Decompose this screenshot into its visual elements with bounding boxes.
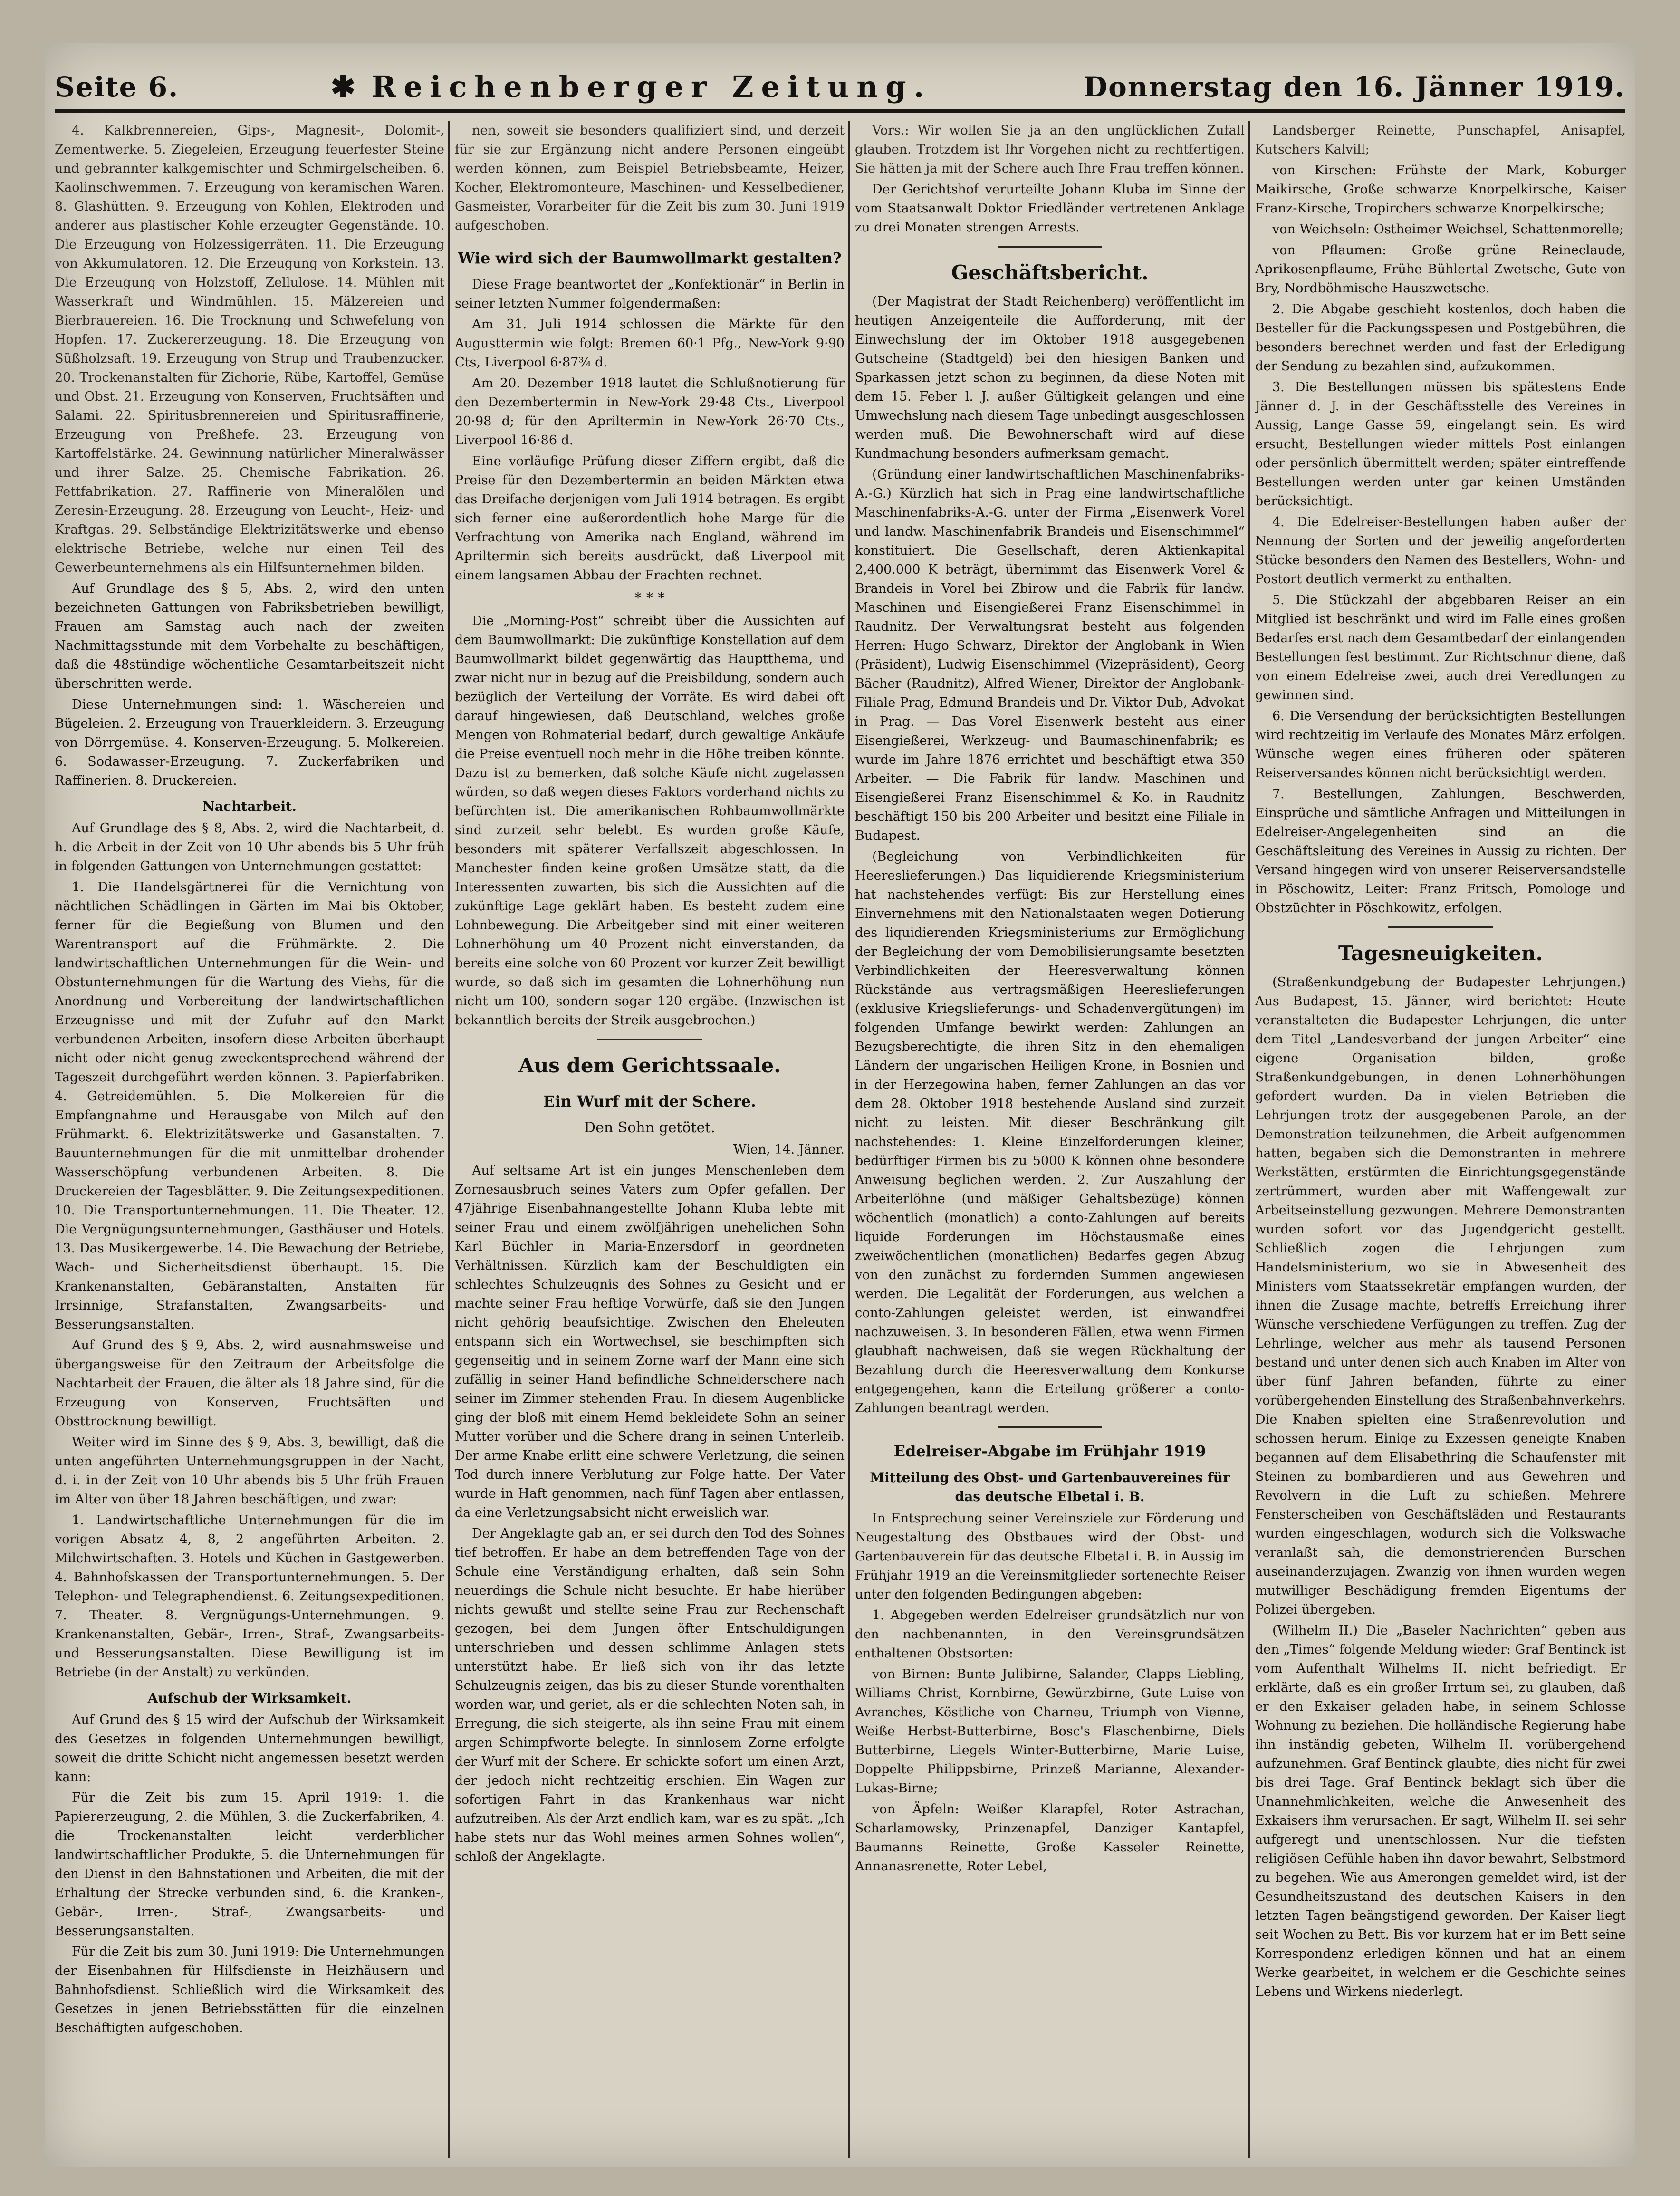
article-headline-baumwollmarkt: Wie wird sich der Baumwollmarkt gestalten? (458, 249, 842, 267)
paragraph: nen, soweit sie besonders qualifiziert sind, und derzeit für sie zur Ergänzung nicht andere Personen eingeübt werden können, zum Beispiel Betriebsbeamte, Heizer, Kocher, Elektromonteure, Maschinen- und Kesselbediener, Gasmeister, Vorarbeiter für die Zeit bis zum 30. Juni 1919 aufgeschoben. (455, 123, 845, 233)
paragraph: (Straßenkundgebung der Budapester Lehrjungen.) Aus Budapest, 15. Jänner, wird berichtet: Heute veranstalteten die Budapester Lehrjungen, die unter dem Titel „Landesverband der jungen Arbeiter“ eine eigene Organisation bilden, große Straßenkundgebungen, in denen Lohnerhöhungen gefordert wurden. Da in vielen Betrieben die Lehrjungen trotz der ausgegebenen Parole, an der Demonstration teilzunehmen, die Arbeit aufgenommen hatten, begaben sich die Demonstranten in mehrere Werkstätten, erstürmten die Einrichtungsgegenstände zertrümmert, wurden aber mit Waffengewalt zur Arbeitseinstellung gezwungen. Mehrere Demonstranten wurden sofort vor das Jugendgericht gestellt. Schließlich zogen die Lehrjungen zum Handelsministerium, wo sie in Abwesenheit des Ministers vom Staatssekretär empfangen wurden, der ihnen die Zusage machte, betreffs Erreichung ihrer Wünsche verschiedene Verfügungen zu treffen. Zug der Lehrlinge, welcher aus mehr als tausend Personen bestand und unter denen sich auch Knaben im Alter von über fünf Jahren befanden, führte zu einer vorübergehenden Einstellung des Straßenbahnverkehrs. Die Knaben spielten eine Straßenrevolution und schossen herum. Einige zu Exzessen geneigte Knaben begannen auf dem Elisabethring die Schaufenster mit Steinen zu bombardieren und aus Gewehren und Revolvern in die Luft zu schießen. Mehrere Fensterscheiben von Geschäftsläden und Restaurants wurden eingeschlagen, wodurch sich die Volkswache veranlaßt sah, die demonstrierenden Burschen auseinanderzujagen. Zwanzig von ihnen wurden wegen mutwilliger Beschädigung fremden Eigentums der Polizei übergeben. (1255, 975, 1626, 1617)
column-3 (855, 121, 1245, 2158)
paragraph: Am 20. Dezember 1918 lautet die Schlußnotierung für den Dezembertermin in New-York 29·48 Cts., Liverpool 20·98 d; für den Apriltermin in New-York 26·70 Cts., Liverpool 16·86 d. (455, 376, 845, 448)
star-ornament-icon: ✱ (330, 69, 363, 104)
divider (597, 1039, 702, 1040)
divider (998, 246, 1102, 248)
paragraph: 2. Die Abgabe geschieht kostenlos, doch haben die Besteller für die Packungsspesen und Postgebühren, die besonders berechnet werden und fast der Erledigung der Sendung zu bezahlen sind, aufzukommen. (1255, 302, 1626, 374)
paragraph: 5. Die Stückzahl der abgebbaren Reiser an ein Mitglied ist beschränkt und wird im Falle eines großen Bedarfes erst nach dem Gesamtbedarf der einlangenden Bestellungen fest bestimmt. Zur Richtschnur diene, daß von einem Edelreise zwei, auch drei Veredlungen zu gewinnen sind. (1255, 593, 1626, 703)
masthead (55, 64, 1625, 113)
paragraph: 3. Die Bestellungen müssen bis spätestens Ende Jänner d. J. in der Geschäftsstelle des Vereines in Aussig, Lange Gasse 59, eingelangt sein. Es wird ersucht, Bestellungen wieder mittels Post einlangen oder persönlich übermittelt werden; später eintreffende Bestellungen werden unter gar keinen Umständen berücksichtigt. (1255, 380, 1626, 509)
paragraph: In Entsprechung seiner Vereinsziele zur Förderung und Neugestaltung des Obstbaues wird der Obst- und Gartenbauverein für das deutsche Elbetal i. B. in Aussig im Frühjahr 1919 an die Vereinsmitglieder sortenechte Reiser unter den folgenden Bedingungen abgeben: (855, 1511, 1245, 1602)
section-separator: * * * (634, 590, 665, 607)
paragraph: Für die Zeit bis zum 15. April 1919: 1. die Papiererzeugung, 2. die Mühlen, 3. die Zuckerfabriken, 4. die Trockenanstalten leicht verderblicher landwirtschaftlicher Produkte, 5. die Unternehmungen für den Dienst in den Bahnstationen und Arbeiten, die mit der Erhaltung der Strecke verbunden sind, 6. die Kranken-, Gebär-, Irren-, Straf-, Zwangsarbeits- und Besserungsanstalten. (55, 1791, 444, 1938)
paragraph: 4. Die Edelreiser-Bestellungen haben außer der Nennung der Sorten und der jeweilig angeforderten Stücke besonders den Namen des Bestellers, Wohn- und Postort deutlich vermerkt zu enthalten. (1255, 515, 1626, 587)
paragraph: 1. Landwirtschaftliche Unternehmungen für die im vorigen Absatz 4, 8, 2 angeführten Arbeiten. 2. Milchwirtschaften. 3. Hotels und Küchen in Gastgewerben. 4. Bahnhofskassen der Transportunternehmungen. 5. Der Telephon- und Telegraphendienst. 6. Zeitungsexpeditionen. 7. Theater. 8. Vergnügungs-Unternehmungen. 9. Krankenanstalten, Gebär-, Irren-, Straf-, Zwangsarbeits- und Besserungsanstalten. Diese Bewilligung ist im Betriebe (in der Anstalt) zu verkünden. (55, 1513, 444, 1680)
paragraph: von Pflaumen: Große grüne Reineclaude, Aprikosenpflaume, Frühe Bühlertal Zwetsche, Gute von Bry, Nordböhmische Hauszwetsche. (1255, 243, 1626, 296)
paragraph: Auf seltsame Art ist ein junges Menschenleben dem Zornesausbruch seines Vaters zum Opfer gefallen. Der 47jährige Eisenbahnangestellte Johann Kluba lebte mit seiner Frau und einem zwölfjährigen unehelichen Sohn Karl Büchler in Maria-Enzersdorf in geordneten Verhältnissen. Kürzlich kam der Beschuldigten ein schlechtes Schulzeugnis des Sohnes zu Gesicht und er machte seiner Frau heftige Vorwürfe, daß sie den Jungen nicht gehörig beaufsichtige. Zwischen den Eheleuten entspann sich ein Wortwechsel, sie beschimpften sich gegenseitig und in seinem Zorne warf der Mann eine sich zufällig in seiner Hand befindliche Schneiderschere nach seiner im Zimmer stehenden Frau. In diesem Augenblicke ging der bloß mit einem Hemd bekleidete Sohn an seiner Mutter vorüber und die Schere drang in seinen Unterleib. Der arme Knabe erlitt eine schwere Verletzung, die seinen Tod durch innere Verblutung zur Folge hatte. Der Vater wurde in Haft genommen, nach fünf Tagen aber entlassen, da eine Verletzungsabsicht nicht erweislich war. (455, 1163, 845, 1520)
column-rule (848, 121, 850, 2158)
paragraph: (Begleichung von Verbindlichkeiten für Heereslieferungen.) Das liquidierende Kriegsministerium hat nachstehendes verfügt: Bis zur Herstellung eines Einvernehmens mit den Nationalstaaten wegen Dotierung des liquidierenden Kriegsministeriums zur Ermöglichung der Begleichung der vom Demobilisierungsamte besetzten Verbindlichkeiten der Heeresverwaltung können Rückstände aus vertragsmäßigen Heereslieferungen (exklusive Kriegslieferungs- und Schadenvergütungen) im folgenden Umfange bewirkt werden: Zahlungen an Bezugsberechtigte, die ihren Sitz in den ehemaligen Ländern der ungarischen Heiligen Krone, in Bosnien und in der Herzegowina haben, ferner Zahlungen an das vor dem 28. Oktober 1918 bestehende Ausland sind zurzeit nicht zu leisten. Mit dieser Beschränkung gilt nachstehendes: 1. Kleine Einzelforderungen kleiner, bedürftiger Firmen bis zu 5000 K können ohne besondere Anweisung beglichen werden. 2. Zur Auszahlung der Arbeiterlöhne (und mäßiger Gehaltsbezüge) können wöchentlich (monatlich) a conto-Zahlungen auf bereits liquide Forderungen im Höchstausmaße eines zweiwöchentlichen (monatlichen) Bedarfes gegen Abzug von den zunächst zu fordernden Summen angewiesen werden. Die Legalität der Forderungen, aus welchen a conto-Zahlungen geleistet werden, ist einwandfrei nachzuweisen. 3. In besonderen Fällen, etwa wenn Firmen glaubhaft nachweisen, daß sie wegen Rückhaltung der Bezahlung durch die Heeresverwaltung dem Konkurse entgegengehen, kann die Erteilung größerer a conto-Zahlungen beantragt werden. (855, 849, 1245, 1416)
section-headline-edelreiser: Edelreiser-Abgabe im Frühjahr 1919 (893, 1442, 1206, 1460)
paragraph: 7. Bestellungen, Zahlungen, Beschwerden, Einsprüche und sämtliche Anfragen und Mitteilungen in Edelreiser-Angelegenheiten sind an die Geschäftsleitung des Vereines in Aussig zu richten. Der Versand hingegen wird von unserer Reiserversandstelle in Pöschowitz, Leiter: Franz Fritsch, Pomologe und Obstzüchter in Pöschkowitz, erfolgen. (1255, 787, 1626, 915)
paragraph: 4. Kalkbrennereien, Gips-, Magnesit-, Dolomit-, Zementwerke. 5. Ziegeleien, Erzeugung feuerfester Steine und gebrannter kalkgemischter und Schmirgelscheiben. 6. Kaolinschwemmen. 7. Erzeugung von keramischen Waren. 8. Glashütten. 9. Erzeugung von Kohlen, Elektroden und anderer aus plastischer Kohle erzeugter Gegenstände. 10. Die Erzeugung von Holzessigerräten. 11. Die Erzeugung von Akkumulatoren. 12. Die Erzeugung von Korkstein. 13. Die Erzeugung von Holzstoff, Zellulose. 14. Mühlen mit Wasserkraft und Windmühlen. 15. Mälzereien und Bierbrauereien. 16. Die Trocknung und Schwefelung von Hopfen. 17. Zuckererzeugung. 18. Die Erzeugung von Süßholzsaft. 19. Erzeugung von Strup und Traubenzucker. 20. Trockenanstalten für Zichorie, Rübe, Kartoffel, Gemüse und Obst. 21. Erzeugung von Konserven, Fruchtsäften und Salami. 22. Spiritusbrennereien und Spiritusraffinerie, Erzeugung von Preßhefe. 23. Erzeugung von Kartoffelstärke. 24. Gewinnung natürlicher Mineralwässer und ihrer Salze. 25. Chemische Fabrikation. 26. Fettfabrikation. 27. Raffinerie von Mineralölen und Zeresin-Erzeugung. 28. Erzeugung von Leucht-, Heiz- und Kraftgas. 29. Selbständige Elektrizitätswerke und ebenso elektrische Betriebe, welche nur einen Teil des Gewerbeunternehmens als ein Hilfsunternehmen bilden. (55, 123, 444, 575)
paragraph: Weiter wird im Sinne des § 9, Abs. 3, bewilligt, daß die unten angeführten Unternehmungsgruppen in der Nacht, d. i. in der Zeit von 10 Uhr abends bis 5 Uhr früh Frauen im Alter von über 18 Jahren beschäftigen, und zwar: (55, 1435, 444, 1507)
newspaper-title: ✱ Reichenberger Zeitung. (330, 69, 932, 104)
paragraph: Der Gerichtshof verurteilte Johann Kluba im Sinne der vom Staatsanwalt Doktor Friedländer vertretenen Anklage zu drei Monaten strengen Arrests. (855, 182, 1245, 235)
columns (55, 121, 1625, 2158)
column-rule (1248, 121, 1250, 2158)
newspaper-page (45, 43, 1635, 2167)
section-headline-gerichtssaal: Aus dem Gerichtssaale. (518, 1054, 781, 1077)
paragraph: Auf Grundlage des § 5, Abs. 2, wird den unten bezeichneten Gattungen von Fabriksbetrieben bewilligt, Frauen am Samstag auch nach der zweiten Nachmittagsstunde mit dem Vorbehalte zu beschäftigen, daß die 48stündige wöchentliche Gesamtarbeitszeit nicht überschritten werde. (55, 581, 444, 691)
paragraph: Landsberger Reinette, Punschapfel, Anisapfel, Kutschers Kalvill; (1255, 123, 1626, 157)
paragraph: (Wilhelm II.) Die „Baseler Nachrichten“ geben aus den „Times“ folgende Meldung wieder: Graf Bentinck ist vom Aufenthalt Wilhelms II. nicht befriedigt. Er erklärte, daß es ein großer Irrtum sei, zu glauben, daß er den Exkaiser geladen habe, in seinem Schlosse Wohnung zu beziehen. Die holländische Regierung habe ihn inständig gebeten, Wilhelm II. vorübergehend aufzunehmen. Graf Bentinck glaubte, dies nicht für zwei bis drei Tage. Graf Bentinck beklagt sich über die Unannehmlichkeiten, welche die Anwesenheit des Exkaisers ihm verursachen. Er sagt, Wilhelm II. sei sehr aufgeregt und unentschlossen. Nur die tiefsten religiösen Gefühle haben ihn davor bewahrt, Selbstmord zu begehen. Wie aus Amerongen gemeldet wird, ist der Gesundheitszustand des deutschen Kaisers in den letzten Tagen beängstigend geworden. Der Kaiser liegt seit Wochen zu Bett. Bis vor kurzem hat er im Bett seine Korrespondenz erledigen können und hat an einem Werke gearbeitet, in welchem er die Geschichte seines Lebens und Wirkens niederlegt. (1255, 1623, 1626, 1999)
paragraph: 1. Abgegeben werden Edelreiser grundsätzlich nur von den nachbenannten, in den Vereinsgrundsätzen enthaltenen Obstsorten: (855, 1608, 1245, 1661)
divider (998, 1426, 1102, 1428)
paragraph: Eine vorläufige Prüfung dieser Ziffern ergibt, daß die Preise für den Dezembertermin an beiden Märkten etwa das Dreifache derjenigen vom Juli 1914 betragen. Es ergibt sich ferner eine außerordentlich hohe Marge für die Verfrachtung von Amerika nach England, während im Apriltermin sich bereits ausdrückt, daß Liverpool mit einem langsamen Abbau der Frachten rechnet. (455, 454, 845, 583)
column-1 (55, 121, 444, 2158)
section-headline-tagesneuigkeiten: Tagesneuigkeiten. (1338, 942, 1543, 965)
column-rule (448, 121, 450, 2158)
subheading-nachtarbeit: Nachtarbeit. (202, 799, 297, 814)
dateline: Wien, 14. Jänner. (733, 1142, 845, 1157)
paragraph: von Kirschen: Frühste der Mark, Koburger Maikirsche, Große schwarze Knorpelkirsche, Kaiser Franz-Kirsche, Tropirchers schwarze Knorpelkirsche; (1255, 163, 1626, 216)
paragraph: Auf Grundlage des § 8, Abs. 2, wird die Nachtarbeit, d. h. die Arbeit in der Zeit von 10 Uhr abends bis 5 Uhr früh in folgenden Gattungen von Unternehmungen gestattet: (55, 821, 444, 874)
section-headline-geschaeftsbericht: Geschäftsbericht. (951, 261, 1149, 284)
paragraph: von Äpfeln: Weißer Klarapfel, Roter Astrachan, Scharlamowsky, Prinzenapfel, Danziger Kantapfel, Baumanns Reinette, Große Kasseler Reinette, Annanasrenette, Roter Lebel, (855, 1802, 1245, 1874)
issue-date: Donnerstag den 16. Jänner 1919. (1083, 70, 1625, 103)
paragraph: (Gründung einer landwirtschaftlichen Maschinenfabriks-A.-G.) Kürzlich hat sich in Prag eine landwirtschaftliche Maschinenfabriks-A.-G. unter der Firma „Eisenwerk Vorel und landw. Maschinenfabrik Brandeis und Eisenschimmel“ konstituiert. Die Gesellschaft, deren Aktienkapital 2,400.000 K beträgt, übernimmt das Eisenwerk Vorel & Brandeis in Vorel bei Zbirow und die Fabrik für landw. Maschinen und Eisengießerei Franz Eisenschimmel in Raudnitz. Der Verwaltungsrat besteht aus folgenden Herren: Hugo Schwarz, Direktor der Anglobank in Wien (Präsident), Ludwig Eisenschimmel (Vizepräsident), Georg Bächer (Raudnitz), Alfred Wiener, Direktor der Anglobank-Filiale Prag, Edmund Brandeis und Dr. Viktor Dub, Advokat in Prag. — Das Vorel Eisenwerk besteht aus einer Eisengießerei, Werkzeug- und Baumaschinenfabrik; es wurde im Jahre 1876 errichtet und beschäftigt etwa 350 Arbeiter. — Die Fabrik für landw. Maschinen und Eisengießerei Franz Eisenschimmel & Ko. in Raudnitz beschäftigt 150 bis 200 Arbeiter und besitzt eine Filiale in Budapest. (855, 467, 1245, 843)
paragraph: (Der Magistrat der Stadt Reichenberg) veröffentlicht im heutigen Anzeigenteile die Aufforderung, mit der Einwechslung der im Oktober 1918 ausgegebenen Gutscheine (Stadtgeld) bei den hiesigen Banken und Sparkassen jetzt schon zu beginnen, da diese Noten mit dem 15. Feber l. J. außer Gültigkeit gelangen und eine Umwechslung nach diesem Tage unbedingt ausgeschlossen werden muß. Die Bewohnerschaft wird auf diese Kundmachung besonders aufmerksam gemacht. (855, 294, 1245, 461)
paragraph: Der Angeklagte gab an, er sei durch den Tod des Sohnes tief betroffen. Er habe an dem betreffenden Tage von der Schule eine Verständigung erhalten, daß sein Sohn neuerdings die Schule nicht besuchte. Er habe hierüber nichts gewußt und stellte seine Frau zur Rechenschaft gezogen, bei dem Jungen öfter Entschuldigungen unterschrieben und dessen schlimme Anlagen stets unterstützt habe. Er ließ sich von ihr das letzte Schulzeugnis zeigen, das bis zu dieser Stunde vorenthalten worden war, und geriet, als er die schlechten Noten sah, in Erregung, die sich steigerte, als ihn seine Frau mit einem argen Schimpfworte belegte. In sinnlosem Zorne erfolgte der Wurf mit der Schere. Er schickte sofort um einen Arzt, der jedoch nicht rechtzeitig erschien. Ein Wagen zur sofortigen Fahrt in das Krankenhaus war nicht aufzutreiben. Als der Arzt endlich kam, war es zu spät. „Ich habe stets nur das Wohl meines armen Sohnes wollen“, schloß der Angeklagte. (455, 1526, 845, 1864)
paragraph: Diese Frage beantwortet der „Konfektionär“ in Berlin in seiner letzten Nummer folgendermaßen: (455, 277, 845, 311)
paragraph: von Weichseln: Ostheimer Weichsel, Schattenmorelle; (1272, 222, 1624, 237)
paragraph: Auf Grund des § 15 wird der Aufschub der Wirksamkeit des Gesetzes in folgenden Unternehmungen bewilligt, soweit die dritte Schicht nicht angemessen besetzt werden kann: (55, 1713, 444, 1784)
paragraph: Vors.: Wir wollen Sie ja an den unglücklichen Zufall glauben. Trotzdem ist Ihr Vorgehen nicht zu rechtfertigen. Sie hätten ja mit der Schere auch Ihre Frau treffen können. (855, 123, 1245, 176)
divider (1388, 926, 1493, 928)
column-2 (455, 121, 845, 2158)
paragraph: Die „Morning-Post“ schreibt über die Aussichten auf dem Baumwollmarkt: Die zukünftige Konstellation auf dem Baumwollmarkt bildet gegenwärtig das Hauptthema, und zwar nicht nur in bezug auf die Preisbildung, sondern auch bezüglich der Verteilung der Vorräte. Es wird dabei oft darauf hingewiesen, daß Deutschland, welches große Mengen von Rohmaterial bedarf, durch gewaltige Ankäufe die Preise eventuell noch mehr in die Höhe treiben könnte. Dazu ist zu bemerken, daß solche Käufe nicht zugelassen würden, so daß wegen dieses Faktors vorderhand nichts zu befürchten ist. Die amerikanischen Rohbaumwollmärkte sind zurzeit sehr belebt. Es wurden große Käufe, besonders mit späterer Verfallszeit abgeschlossen. In Manchester finden keine großen Umsätze statt, da die Interessenten zuwarten, bis sich die Aussichten auf die zukünftige Lage geklärt haben. Es besteht zudem eine Lohnbewegung. Die Arbeitgeber sind mit einer weiteren Lohnerhöhung um 40 Prozent nicht einverstanden, da bereits eine solche von 60 Prozent vor kurzer Zeit bewilligt wurde, so daß sich im gesamten die Lohnerhöhung nun nicht um 100, sondern sogar 120 ergäbe. (Inzwischen ist bekanntlich bereits der Streik ausgebrochen.) (455, 614, 845, 1028)
paragraph: Diese Unternehmungen sind: 1. Wäschereien und Bügeleien. 2. Erzeugung von Trauerkleidern. 3. Erzeugung von Dörrgemüse. 4. Konserven-Erzeugung. 5. Molkereien. 6. Sodawasser-Erzeugung. 7. Zuckerfabriken und Raffinerien. 8. Druckereien. (55, 697, 444, 788)
paragraph: Für die Zeit bis zum 30. Juni 1919: Die Unternehmungen der Eisenbahnen für Hilfsdienste in Heizhäusern und Bahnhofsdienst. Schließlich wird die Wirksamkeit des Gesetzes in jenen Betriebsstätten für die einzelnen Beschäftigten aufgeschoben. (55, 1945, 444, 2035)
article-subheading: Mitteilung des Obst- und Gartenbauvereines für das deutsche Elbetal i. B. (870, 1470, 1230, 1504)
column-4 (1255, 121, 1626, 2158)
subheading-aufschub: Aufschub der Wirksamkeit. (147, 1690, 352, 1706)
article-headline-schere: Ein Wurf mit der Schere. (543, 1092, 756, 1110)
paragraph: Am 31. Juli 1914 schlossen die Märkte für den Augusttermin wie folgt: Bremen 60·1 Pfg., New-York 9·90 Cts, Liverpool 6·87¾ d. (455, 317, 845, 370)
paragraph: 1. Die Handelsgärtnerei für die Vernichtung von nächtlichen Schädlingen in Gärten im Mai bis Oktober, ferner für die Begießung von Blumen und den Warentransport auf die Frühmärkte. 2. Die landwirtschaftlichen Unternehmungen für die Wein- und Obstunternehmungen für die Wartung des Viehs, für die Anordnung und Vorbereitung der landwirtschaftlichen Erzeugnisse und mit der Zufuhr auf den Markt verbundenen Arbeiten, insofern diese Arbeiten überhaupt nicht oder nicht genug zweckentsprechend während der Tageszeit durchgeführt werden können. 3. Papierfabriken. 4. Getreidemühlen. 5. Die Molkereien für die Empfangnahme und Herausgabe von Milch auf den Frühmarkt. 6. Elektrizitätswerke und Gasanstalten. 7. Bauunternehmungen für die mit unmittelbar drohender Wasserschöpfung verbundenen Arbeiten. 8. Die Druckereien der Tagesblätter. 9. Die Zeitungsexpeditionen. 10. Die Transportunternehmungen. 11. Die Theater. 12. Die Vergnügungsunternehmungen, Gasthäuser und Hotels. 13. Das Musikergewerbe. 14. Die Bewachung der Betriebe, Wach- und Sicherheitsdienst überhaupt. 15. Die Krankenanstalten, Gebäranstalten, Anstalten für Irrsinnige, Strafanstalten, Zwangsarbeits- und Besserungsanstalten. (55, 880, 444, 1332)
article-subheading: Den Sohn getötet. (584, 1119, 715, 1136)
page-number: Seite 6. (55, 70, 179, 103)
paragraph: Auf Grund des § 9, Abs. 2, wird ausnahmsweise und übergangsweise für den Zeitraum der Arbeitsfolge die Nachtarbeit der Frauen, die älter als 18 Jahre sind, für die Erzeugung von Konserven, Fruchtsäften und Obsttrocknung bewilligt. (55, 1338, 444, 1429)
paragraph: 6. Die Versendung der berücksichtigten Bestellungen wird rechtzeitig im Verlaufe des Monates März erfolgen. Wünsche wegen eines früheren oder späteren Reiserversandes können nicht berücksichtigt werden. (1255, 709, 1626, 780)
paragraph: von Birnen: Bunte Julibirne, Salander, Clapps Liebling, Williams Christ, Kornbirne, Gewürzbirne, Gute Luise von Avranches, Köstliche von Charneu, Triumph von Vienne, Weiße Herbst-Butterbirne, Bosc's Flaschenbirne, Diels Butterbirne, Liegels Winter-Butterbirne, Marie Luise, Doppelte Philippsbirne, Prinzeß Marianne, Alexander-Lukas-Birne; (855, 1667, 1245, 1796)
